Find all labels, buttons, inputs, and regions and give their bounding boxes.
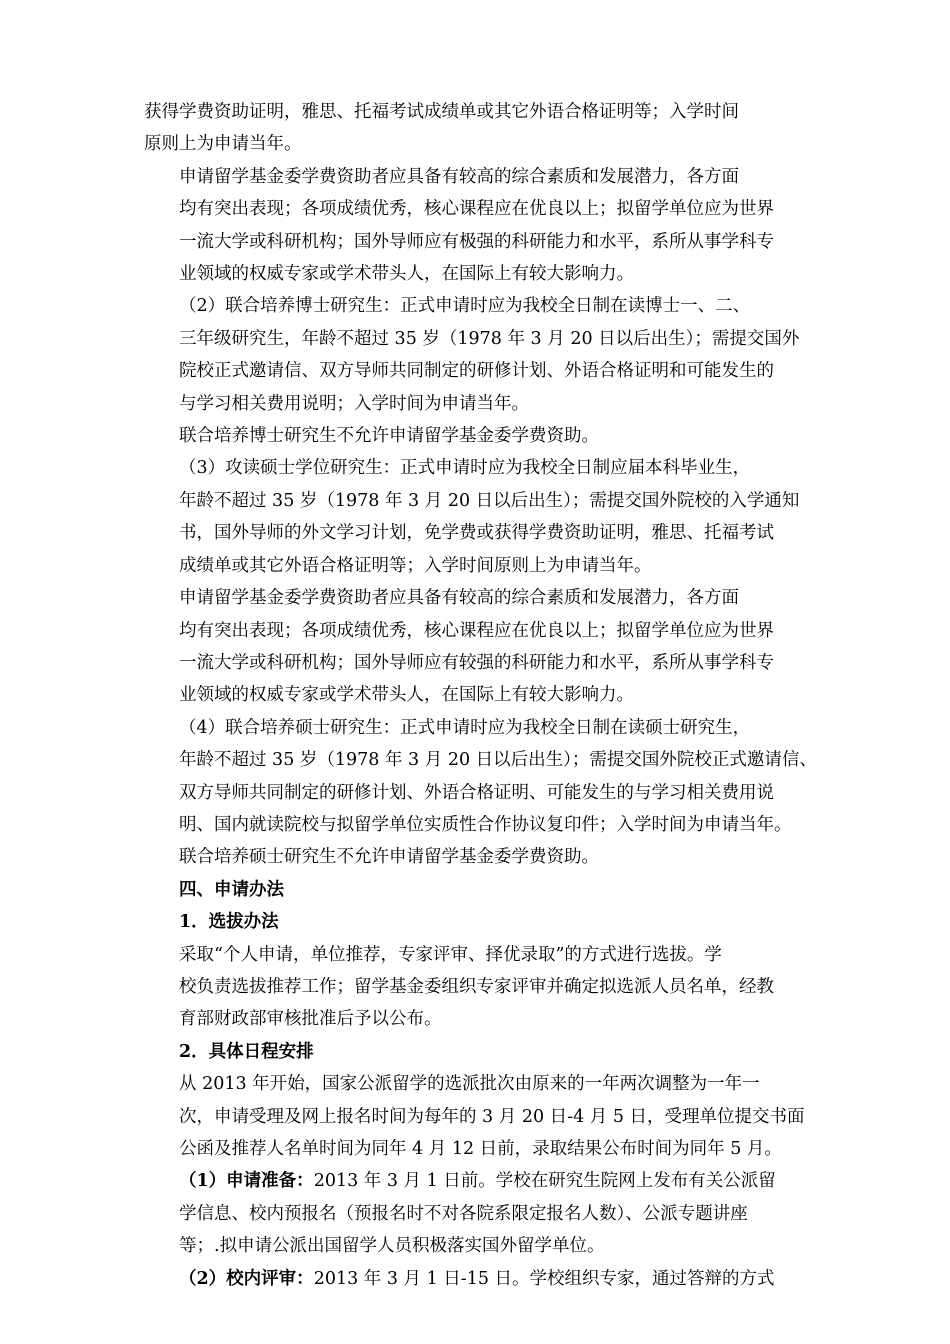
text-line: 联合培养硕士研究生不允许申请留学基金委学费资助。 bbox=[179, 847, 599, 868]
text-line: 年龄不超过 35 岁（1978 年 3 月 20 日以后出生）；需提交国外院校的入学通知 bbox=[179, 490, 800, 511]
text-line: 一流大学或科研机构；国外导师应有较强的科研能力和水平，系所从事学科专 bbox=[179, 652, 774, 673]
text-line: 获得学费资助证明，雅思、托福考试成绩单或其它外语合格证明等；入学时间 bbox=[144, 102, 739, 122]
text-line: 年龄不超过 35 岁（1978 年 3 月 20 日以后出生）；需提交国外院校正式邀请信、 bbox=[179, 750, 817, 771]
subsection-heading-selection: 1．选拔办法 bbox=[179, 912, 279, 933]
document-body bbox=[144, 96, 817, 1295]
text-line bbox=[144, 1263, 808, 1295]
paragraph-joint-masters-note bbox=[144, 841, 808, 873]
step-label: （1）申请准备： bbox=[179, 1171, 314, 1192]
section-heading: 四、申请办法 bbox=[179, 879, 284, 900]
text-line: 双方导师共同制定的研修计划、外语合格证明、可能发生的与学习相关费用说 bbox=[179, 782, 774, 803]
text-line: 育部财政部审核批准后予以公布。 bbox=[179, 1009, 442, 1030]
text-line: 均有突出表现；各项成绩优秀，核心课程应在优良以上；拟留学单位应为世界 bbox=[179, 199, 774, 220]
paragraph-joint-phd bbox=[144, 290, 808, 420]
text-line bbox=[144, 1165, 808, 1197]
text-line: 业领域的权威专家或学术带头人，在国际上有较大影响力。 bbox=[179, 685, 634, 706]
text-line: 采取“个人申请，单位推荐，专家评审、择优录取”的方式进行选拔。学 bbox=[179, 944, 722, 965]
text-line: 三年级研究生，年龄不超过 35 岁（1978 年 3 月 20 日以后出生）；需提交国外 bbox=[179, 328, 800, 349]
text-line: 次，申请受理及网上报名时间为每年的 3 月 20 日-4 月 5 日，受理单位提交书面 bbox=[179, 1106, 805, 1127]
text-line: （2）联合培养博士研究生：正式申请时应为我校全日制在读博士一、二、 bbox=[179, 296, 751, 317]
paragraph-selection-method bbox=[144, 939, 808, 1036]
paragraph-joint-phd-note bbox=[144, 420, 808, 452]
text-line: 学信息、校内预报名（预报名时不对各院系限定报名人数）、公派专题讲座 bbox=[179, 1203, 748, 1224]
step-text: 2013 年 3 月 1 日-15 日。学校组织专家，通过答辩的方式 bbox=[313, 1268, 775, 1289]
paragraph-joint-masters bbox=[144, 712, 817, 842]
text-line: 原则上为申请当年。 bbox=[144, 134, 302, 155]
text-line: 与学习相关费用说明；入学时间为申请当年。 bbox=[179, 393, 529, 414]
text-line: 从 2013 年开始，国家公派留学的选派批次由原来的一年两次调整为一年一 bbox=[179, 1074, 760, 1095]
text-line: 均有突出表现；各项成绩优秀，核心课程应在优良以上；拟留学单位应为世界 bbox=[179, 620, 774, 641]
text-line: 业领域的权威专家或学术带头人，在国际上有较大影响力。 bbox=[179, 264, 634, 285]
paragraph-step-review bbox=[144, 1263, 808, 1295]
text-line: 一流大学或科研机构；国外导师应有极强的科研能力和水平，系所从事学科专 bbox=[179, 231, 774, 252]
text-line: 成绩单或其它外语合格证明等；入学时间原则上为申请当年。 bbox=[179, 555, 652, 576]
text-line: 公函及推荐人名单时间为同年 4 月 12 日前，录取结果公布时间为同年 5 月。 bbox=[179, 1139, 782, 1159]
text-line: 申请留学基金委学费资助者应具备有较高的综合素质和发展潜力，各方面 bbox=[179, 166, 739, 187]
text-line: 院校正式邀请信、双方导师共同制定的研修计划、外语合格证明和可能发生的 bbox=[179, 361, 774, 382]
text-line: 校负责选拔推荐工作；留学基金委组织专家评审并确定拟选派人员名单，经教 bbox=[179, 976, 774, 997]
text-line: 联合培养博士研究生不允许申请留学基金委学费资助。 bbox=[179, 426, 599, 447]
subsection-heading-schedule: 2．具体日程安排 bbox=[179, 1041, 314, 1062]
paragraph-masters bbox=[144, 452, 808, 582]
step-label: （2）校内评审： bbox=[179, 1268, 314, 1289]
paragraph-continuation bbox=[144, 96, 808, 161]
paragraph-step-preparation bbox=[144, 1165, 808, 1262]
text-line: 申请留学基金委学费资助者应具备有较高的综合素质和发展潜力，各方面 bbox=[179, 588, 739, 609]
text-line: 书，国外导师的外文学习计划，免学费或获得学费资助证明，雅思、托福考试 bbox=[179, 523, 774, 544]
text-line: （3）攻读硕士学位研究生：正式申请时应为我校全日制应届本科毕业生， bbox=[179, 458, 751, 479]
text-line: 等；.拟申请公派出国留学人员积极落实国外留学单位。 bbox=[179, 1236, 605, 1257]
paragraph-schedule bbox=[144, 1068, 808, 1165]
paragraph-masters-tuition bbox=[144, 582, 808, 712]
text-line: （4）联合培养硕士研究生：正式申请时应为我校全日制在读硕士研究生， bbox=[179, 717, 751, 738]
step-text: 2013 年 3 月 1 日前。学校在研究生院网上发布有关公派留 bbox=[313, 1171, 776, 1192]
paragraph-phd-tuition bbox=[144, 161, 808, 291]
text-line: 明、国内就读院校与拟留学单位实质性合作协议复印件；入学时间为申请当年。 bbox=[179, 814, 792, 835]
